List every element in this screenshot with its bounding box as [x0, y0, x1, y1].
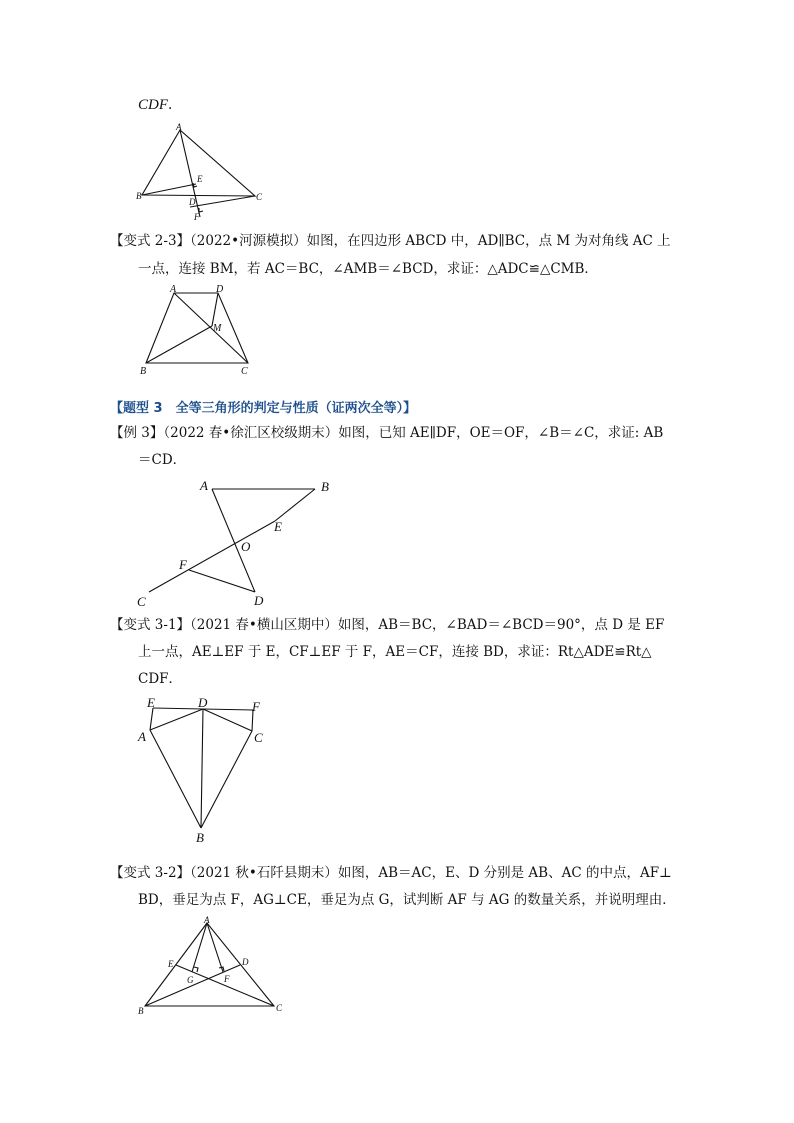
label-e: E — [197, 174, 203, 184]
cdf-label: CDF — [138, 97, 168, 113]
variant-2-3-line1 — [110, 232, 671, 250]
variant-text: （2021 秋•石阡县期末）如图，AB＝AC，E、D 分别是 AB、AC 的中点，AF⊥ — [190, 865, 672, 881]
variant-text: （2022•河源模拟）如图，在四边形 ABCD 中，AD∥BC，点 M 为对角线 AC 上 — [190, 233, 671, 249]
label-e: E — [168, 959, 174, 969]
label-e: E — [274, 519, 282, 534]
example-3-line1 — [110, 424, 663, 442]
segment-ce — [149, 521, 275, 592]
triangle-abc — [142, 130, 255, 196]
triangle-abc — [145, 923, 274, 1006]
label-c: C — [241, 366, 248, 377]
label-c: C — [256, 192, 263, 202]
segment-db — [201, 709, 203, 828]
label-o: O — [241, 539, 251, 554]
variant-tag: 【变式 2-3】 — [110, 233, 191, 249]
variant-3-1-line1 — [110, 616, 664, 634]
label-a: A — [176, 122, 182, 132]
segment-af — [207, 923, 223, 972]
segment-fd — [189, 570, 255, 592]
segment-cb — [201, 731, 252, 828]
variant-tag: 【变式 3-2】 — [110, 865, 191, 881]
label-m: M — [213, 323, 222, 334]
segment-dc — [203, 709, 252, 731]
segment-ea — [150, 708, 153, 730]
segment-ag — [192, 923, 207, 972]
segment-ad — [150, 709, 203, 730]
section-heading-type-3: 【题型 3 全等三角形的判定与性质（证两次全等）】 — [110, 401, 417, 416]
line-b-e — [142, 184, 196, 195]
variant-text: （2021 春•横山区期中）如图，AB＝BC，∠BAD＝∠BCD＝90°，点 D 是 EF — [190, 617, 665, 633]
label-f: F — [194, 212, 200, 222]
label-a: A — [200, 478, 208, 493]
figure-2 — [138, 284, 258, 376]
label-d: D — [242, 957, 249, 967]
figure-5 — [135, 913, 295, 1018]
right-angle-f — [199, 208, 203, 212]
figure-3 — [135, 475, 335, 610]
period: . — [168, 97, 173, 113]
segment-dm — [212, 293, 218, 326]
variant-3-1-line2: 上一点，AE⊥EF 于 E，CF⊥EF 于 F，AE＝CF，连接 BD，求证：Rt△ADE≌Rt△ — [138, 644, 652, 660]
right-angle-g — [194, 967, 198, 972]
label-b: B — [138, 1006, 144, 1016]
segment-ab — [150, 730, 201, 828]
example-tag: 【例 3】 — [110, 425, 164, 441]
label-f: F — [224, 974, 230, 984]
diagonal-ac — [174, 293, 248, 363]
figure-1 — [135, 120, 275, 225]
variant-3-2-line1 — [110, 864, 672, 882]
label-a: A — [138, 729, 146, 744]
label-b: B — [196, 830, 204, 845]
continued-text — [138, 96, 172, 114]
label-b: B — [136, 191, 142, 201]
example-text: （2022 春•徐汇区校级期末）如图，已知 AE∥DF，OE＝OF，∠B＝∠C，求证: AB — [163, 425, 664, 441]
label-e: E — [147, 695, 155, 710]
label-f: F — [252, 699, 260, 714]
label-a: A — [170, 284, 177, 295]
label-b: B — [140, 366, 147, 377]
variant-2-3-line2: 一点，连接 BM，若 AC＝BC，∠AMB＝∠BCD，求证：△ADC≌△CMB． — [138, 261, 598, 277]
variant-3-2-line2: BD，垂足为点 F，AG⊥CE，垂足为点 G，试判断 AF 与 AG 的数量关系，并说明理由． — [138, 892, 676, 908]
figure-4 — [135, 694, 275, 844]
segment-be — [275, 489, 315, 521]
variant-tag: 【变式 3-1】 — [110, 617, 191, 633]
label-d: D — [254, 593, 264, 608]
label-c: C — [137, 594, 146, 609]
example-3-line2: ＝CD． — [138, 452, 187, 468]
label-f: F — [179, 557, 187, 572]
variant-3-1-line3: CDF． — [138, 671, 183, 687]
label-g: G — [187, 975, 194, 985]
label-c: C — [254, 730, 263, 745]
label-c: C — [276, 1003, 283, 1013]
quadrilateral-abcd — [146, 293, 248, 363]
line-d-c — [190, 196, 255, 207]
label-d: D — [198, 695, 208, 710]
label-d: D — [216, 284, 224, 295]
label-b: B — [321, 479, 329, 494]
label-a: A — [204, 915, 210, 925]
segment-bm — [146, 326, 212, 363]
label-d: D — [189, 197, 196, 207]
